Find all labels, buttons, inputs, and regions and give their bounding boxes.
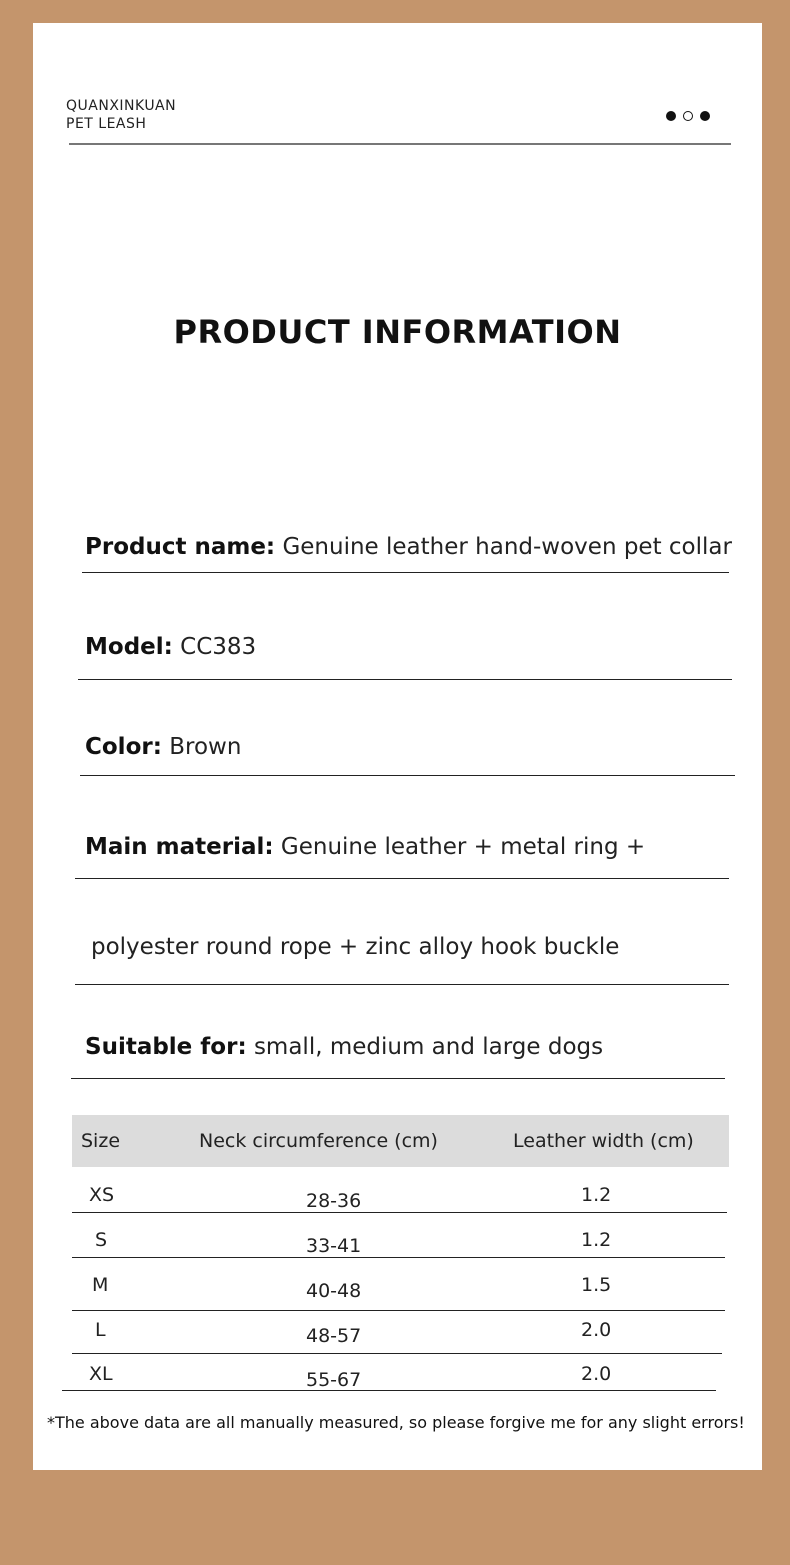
width-cell: 2.0 [581,1319,612,1341]
table-row-divider [72,1353,722,1354]
size-cell: L [95,1319,106,1341]
width-cell: 1.2 [581,1184,612,1206]
size-table-header [72,1115,729,1167]
header-size: Size [81,1130,121,1152]
neck-cell: 55-67 [306,1369,362,1391]
suitable-for-label: Suitable for: [85,1034,247,1060]
width-cell: 2.0 [581,1363,612,1385]
header-neck-circumference: Neck circumference (cm) [199,1130,438,1152]
divider [78,679,732,680]
dot-filled-icon [666,111,676,121]
dot-hollow-icon [683,111,693,121]
divider [80,775,735,776]
neck-cell: 33-41 [306,1235,362,1257]
main-material-value: Genuine leather + metal ring + [280,834,646,860]
main-material-label: Main material: [85,834,274,860]
page-title: PRODUCT INFORMATION [173,313,622,351]
neck-cell: 48-57 [306,1325,362,1347]
model-label: Model: [85,634,173,660]
neck-cell: 40-48 [306,1280,362,1302]
neck-cell: 28-36 [306,1190,362,1212]
divider [75,984,729,985]
color-label: Color: [85,734,162,760]
divider [82,572,729,573]
info-card [33,23,762,1470]
footnote: *The above data are all manually measured, so please forgive me for any slight errors! [47,1413,745,1432]
model-row [85,634,256,660]
size-cell: M [92,1274,109,1296]
brand-line-1: QUANXINKUAN [66,98,177,114]
size-cell: S [95,1229,108,1251]
brand-line-2: PET LEASH [66,116,147,132]
suitable-for-value: small, medium and large dogs [253,1034,604,1060]
table-row-divider [62,1390,716,1391]
divider [71,1078,725,1079]
color-value: Brown [169,734,242,760]
width-cell: 1.5 [581,1274,612,1296]
width-cell: 1.2 [581,1229,612,1251]
suitable-for-row [85,1034,603,1060]
product-name-label: Product name: [85,534,276,560]
header-divider [69,143,731,145]
model-value: CC383 [180,634,257,660]
product-name-value: Genuine leather hand-woven pet collar [282,534,732,560]
main-material-row [85,834,645,860]
table-row-divider [72,1257,725,1258]
main-material-continued: polyester round rope + zinc alloy hook buckle [91,934,620,960]
brand-name [66,97,176,133]
color-row [85,734,241,760]
header-leather-width: Leather width (cm) [513,1130,694,1152]
table-row-divider [72,1310,725,1311]
dot-filled-icon [700,111,710,121]
table-row-divider [72,1212,727,1213]
size-cell: XL [89,1363,113,1385]
page-indicator [666,111,710,121]
size-cell: XS [89,1184,115,1206]
product-name-row [85,534,732,560]
divider [75,878,729,879]
